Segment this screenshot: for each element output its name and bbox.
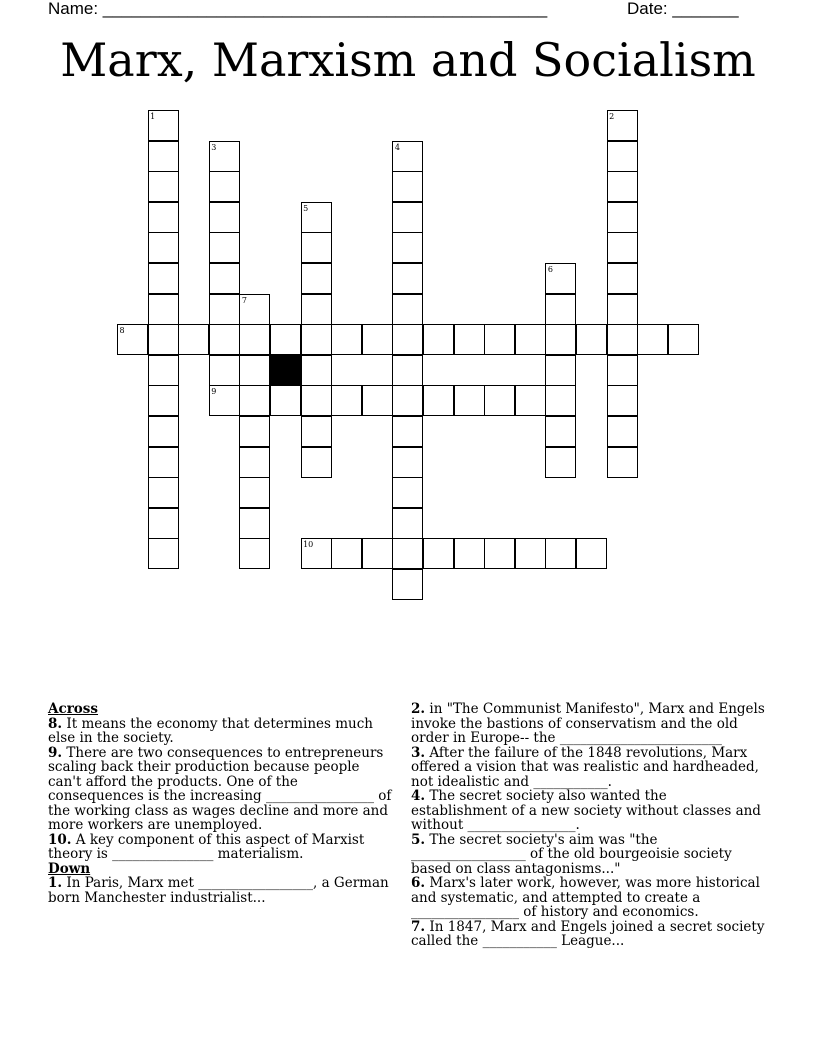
crossword-cell[interactable]	[239, 294, 270, 325]
clue-number-label: 5	[303, 203, 309, 213]
clue-number-label: 6	[547, 265, 553, 274]
crossword-cell[interactable]	[301, 447, 332, 478]
crossword-cell[interactable]	[239, 447, 270, 478]
crossword-cell[interactable]	[331, 324, 362, 355]
crossword-cell[interactable]	[392, 141, 423, 172]
across-heading: Across	[48, 701, 99, 717]
crossword-cell[interactable]	[423, 324, 454, 355]
crossword-cell[interactable]	[392, 202, 423, 233]
crossword-cell[interactable]	[148, 447, 179, 478]
crossword-cell[interactable]	[117, 324, 148, 355]
clues-left-column	[48, 702, 396, 905]
crossword-cell[interactable]	[301, 294, 332, 325]
crossword-cell[interactable]	[239, 508, 270, 539]
clue-number: 5.	[411, 831, 426, 848]
clue-across-9	[48, 746, 396, 833]
crossword-cell[interactable]	[209, 324, 240, 355]
crossword-cell[interactable]	[178, 324, 209, 355]
crossword-cell[interactable]	[362, 385, 393, 416]
crossword-cell[interactable]	[545, 447, 576, 478]
clue-number: 1.	[48, 875, 63, 891]
crossword-cell[interactable]	[545, 538, 576, 569]
crossword-cell[interactable]	[301, 324, 332, 355]
clue-number-label: 9	[211, 387, 217, 397]
crossword-cell[interactable]	[607, 447, 638, 478]
crossword-cell[interactable]	[545, 324, 576, 355]
clue-text: It means the economy that determines much else in the society.	[48, 715, 373, 746]
crossword-cell[interactable]	[637, 324, 668, 355]
clue-text: The secret society also wanted the establishment of a new society without classes and without ________________.	[411, 788, 761, 833]
clue-text: In Paris, Marx met _________________, a German born Manchester industrialist...	[48, 875, 389, 906]
clue-number-label: 1	[150, 112, 156, 121]
crossword-cell[interactable]	[239, 385, 270, 416]
crossword-cell[interactable]	[270, 385, 301, 416]
crossword-cell[interactable]	[607, 263, 638, 294]
crossword-cell[interactable]	[515, 324, 546, 355]
clue-number-label: 4	[394, 142, 400, 152]
crossword-cell[interactable]	[148, 232, 179, 263]
crossword-cell[interactable]	[545, 294, 576, 325]
clue-text: In 1847, Marx and Engels joined a secret society called the ___________ League...	[411, 918, 765, 949]
clue-text: in "The Communist Manifesto", Marx and Engels invoke the bastions of conservatism and the old order in Europe-- the ________________________	[411, 701, 765, 746]
crossword-cell[interactable]	[607, 171, 638, 202]
clue-number-label: 2	[609, 112, 615, 121]
crossword-cell[interactable]	[148, 324, 179, 355]
crossword-cell[interactable]	[607, 324, 638, 355]
crossword-cell[interactable]	[392, 385, 423, 416]
crossword-block	[270, 355, 301, 386]
crossword-cell[interactable]	[331, 385, 362, 416]
crossword-cell[interactable]	[362, 538, 393, 569]
crossword-cell[interactable]	[392, 508, 423, 539]
crossword-cell[interactable]	[607, 355, 638, 386]
crossword-cell[interactable]	[209, 263, 240, 294]
crossword-cell[interactable]	[301, 538, 332, 569]
crossword-cell[interactable]	[239, 538, 270, 569]
clue-down-6	[411, 876, 766, 920]
crossword-cell[interactable]	[545, 263, 576, 294]
crossword-cell[interactable]	[148, 202, 179, 233]
crossword-cell[interactable]	[392, 171, 423, 202]
page-title: Marx, Marxism and Socialism	[60, 33, 756, 87]
crossword-cell[interactable]	[148, 385, 179, 416]
crossword-cell[interactable]	[301, 202, 332, 233]
crossword-cell[interactable]	[576, 538, 607, 569]
clue-text: There are two consequences to entrepreneurs scaling back their production because people can't afford the products. One of the consequences is the increasing ________________ of the working class as wages decline and more and more workers are unemployed.	[48, 744, 392, 833]
clue-number-label: 8	[119, 326, 125, 336]
crossword-cell[interactable]	[148, 355, 179, 386]
crossword-cell[interactable]	[515, 538, 546, 569]
clue-text: After the failure of the 1848 revolutions, Marx offered a vision that was realistic and hardheaded, not idealistic and ___________.	[411, 744, 759, 790]
crossword-cell[interactable]	[607, 294, 638, 325]
crossword-cell[interactable]	[301, 416, 332, 447]
clue-across-8	[48, 717, 396, 746]
clue-down-7	[411, 920, 766, 949]
crossword-cell[interactable]	[148, 294, 179, 325]
name-field[interactable]: Name: _______________________________________________	[48, 0, 548, 18]
clue-number: 3.	[411, 744, 426, 761]
crossword-cell[interactable]	[301, 232, 332, 263]
crossword-cell[interactable]	[607, 110, 638, 141]
crossword-cell[interactable]	[239, 477, 270, 508]
crossword-cell[interactable]	[331, 538, 362, 569]
clue-text: A key component of this aspect of Marxist theory is _______________ materialism.	[48, 831, 365, 862]
clues-right-column	[411, 702, 766, 949]
down-heading: Down	[48, 860, 91, 877]
crossword-cell[interactable]	[454, 324, 485, 355]
crossword-cell[interactable]	[148, 263, 179, 294]
crossword-cell[interactable]	[148, 141, 179, 172]
crossword-cell[interactable]	[392, 569, 423, 600]
crossword-cell[interactable]	[270, 324, 301, 355]
crossword-cell[interactable]	[545, 385, 576, 416]
crossword-cell[interactable]	[209, 355, 240, 386]
crossword-cell[interactable]	[545, 355, 576, 386]
clue-down-2	[411, 702, 766, 746]
crossword-cell[interactable]	[607, 141, 638, 172]
crossword-cell[interactable]	[545, 416, 576, 447]
crossword-cell[interactable]	[484, 324, 515, 355]
clue-number-label: 3	[211, 142, 217, 152]
crossword-cell[interactable]	[484, 385, 515, 416]
clue-number: 8.	[48, 715, 63, 732]
crossword-cell[interactable]	[515, 385, 546, 416]
crossword-cell[interactable]	[392, 355, 423, 386]
clue-number-label: 10	[303, 540, 314, 550]
crossword-cell[interactable]	[209, 385, 240, 416]
clue-number-label: 7	[241, 295, 247, 305]
clue-text: The secret society's aim was "the _________________ of the old bourgeoisie society based on class antagonisms..."	[411, 831, 732, 877]
crossword-cell[interactable]	[148, 171, 179, 202]
clue-number: 2.	[411, 701, 426, 717]
crossword-cell[interactable]	[392, 324, 423, 355]
crossword-cell[interactable]	[392, 416, 423, 447]
crossword-cell[interactable]	[239, 416, 270, 447]
clue-down-4	[411, 789, 766, 833]
clue-number: 10.	[48, 831, 72, 848]
crossword-cell[interactable]	[668, 324, 699, 355]
clue-across-10	[48, 833, 396, 862]
crossword-cell[interactable]	[209, 141, 240, 172]
crossword-cell[interactable]	[148, 477, 179, 508]
clue-down-1	[48, 876, 396, 905]
crossword-cell[interactable]	[392, 294, 423, 325]
crossword-cell[interactable]	[148, 110, 179, 141]
crossword-cell[interactable]	[392, 232, 423, 263]
crossword-cell[interactable]	[454, 385, 485, 416]
crossword-cell[interactable]	[454, 538, 485, 569]
crossword-cell[interactable]	[392, 263, 423, 294]
crossword-cell[interactable]	[607, 232, 638, 263]
crossword-cell[interactable]	[209, 202, 240, 233]
crossword-cell[interactable]	[209, 232, 240, 263]
crossword-cell[interactable]	[301, 385, 332, 416]
clue-down-3	[411, 746, 766, 790]
crossword-cell[interactable]	[423, 538, 454, 569]
crossword-cell[interactable]	[392, 538, 423, 569]
crossword-cell[interactable]	[607, 202, 638, 233]
crossword-cell[interactable]	[301, 263, 332, 294]
clue-number: 7.	[411, 918, 426, 935]
crossword-cell[interactable]	[607, 416, 638, 447]
date-field[interactable]: Date: _______	[627, 0, 739, 18]
clue-number: 9.	[48, 744, 63, 761]
crossword-cell[interactable]	[607, 385, 638, 416]
crossword-cell[interactable]	[392, 447, 423, 478]
crossword-cell[interactable]	[576, 324, 607, 355]
crossword-cell[interactable]	[392, 477, 423, 508]
crossword-cell[interactable]	[423, 385, 454, 416]
clue-number: 6.	[411, 875, 426, 891]
crossword-cell[interactable]	[148, 538, 179, 569]
crossword-cell[interactable]	[239, 355, 270, 386]
crossword-cell[interactable]	[209, 171, 240, 202]
clue-text: Marx's later work, however, was more historical and systematic, and attempted to create a ________________ of history and economics.	[411, 875, 760, 920]
crossword-cell[interactable]	[209, 294, 240, 325]
crossword-cell[interactable]	[148, 416, 179, 447]
crossword-cell[interactable]	[148, 508, 179, 539]
crossword-cell[interactable]	[239, 324, 270, 355]
crossword-cell[interactable]	[301, 355, 332, 386]
crossword-cell[interactable]	[362, 324, 393, 355]
crossword-cell[interactable]	[484, 538, 515, 569]
clue-down-5	[411, 833, 766, 877]
clue-number: 4.	[411, 788, 426, 804]
